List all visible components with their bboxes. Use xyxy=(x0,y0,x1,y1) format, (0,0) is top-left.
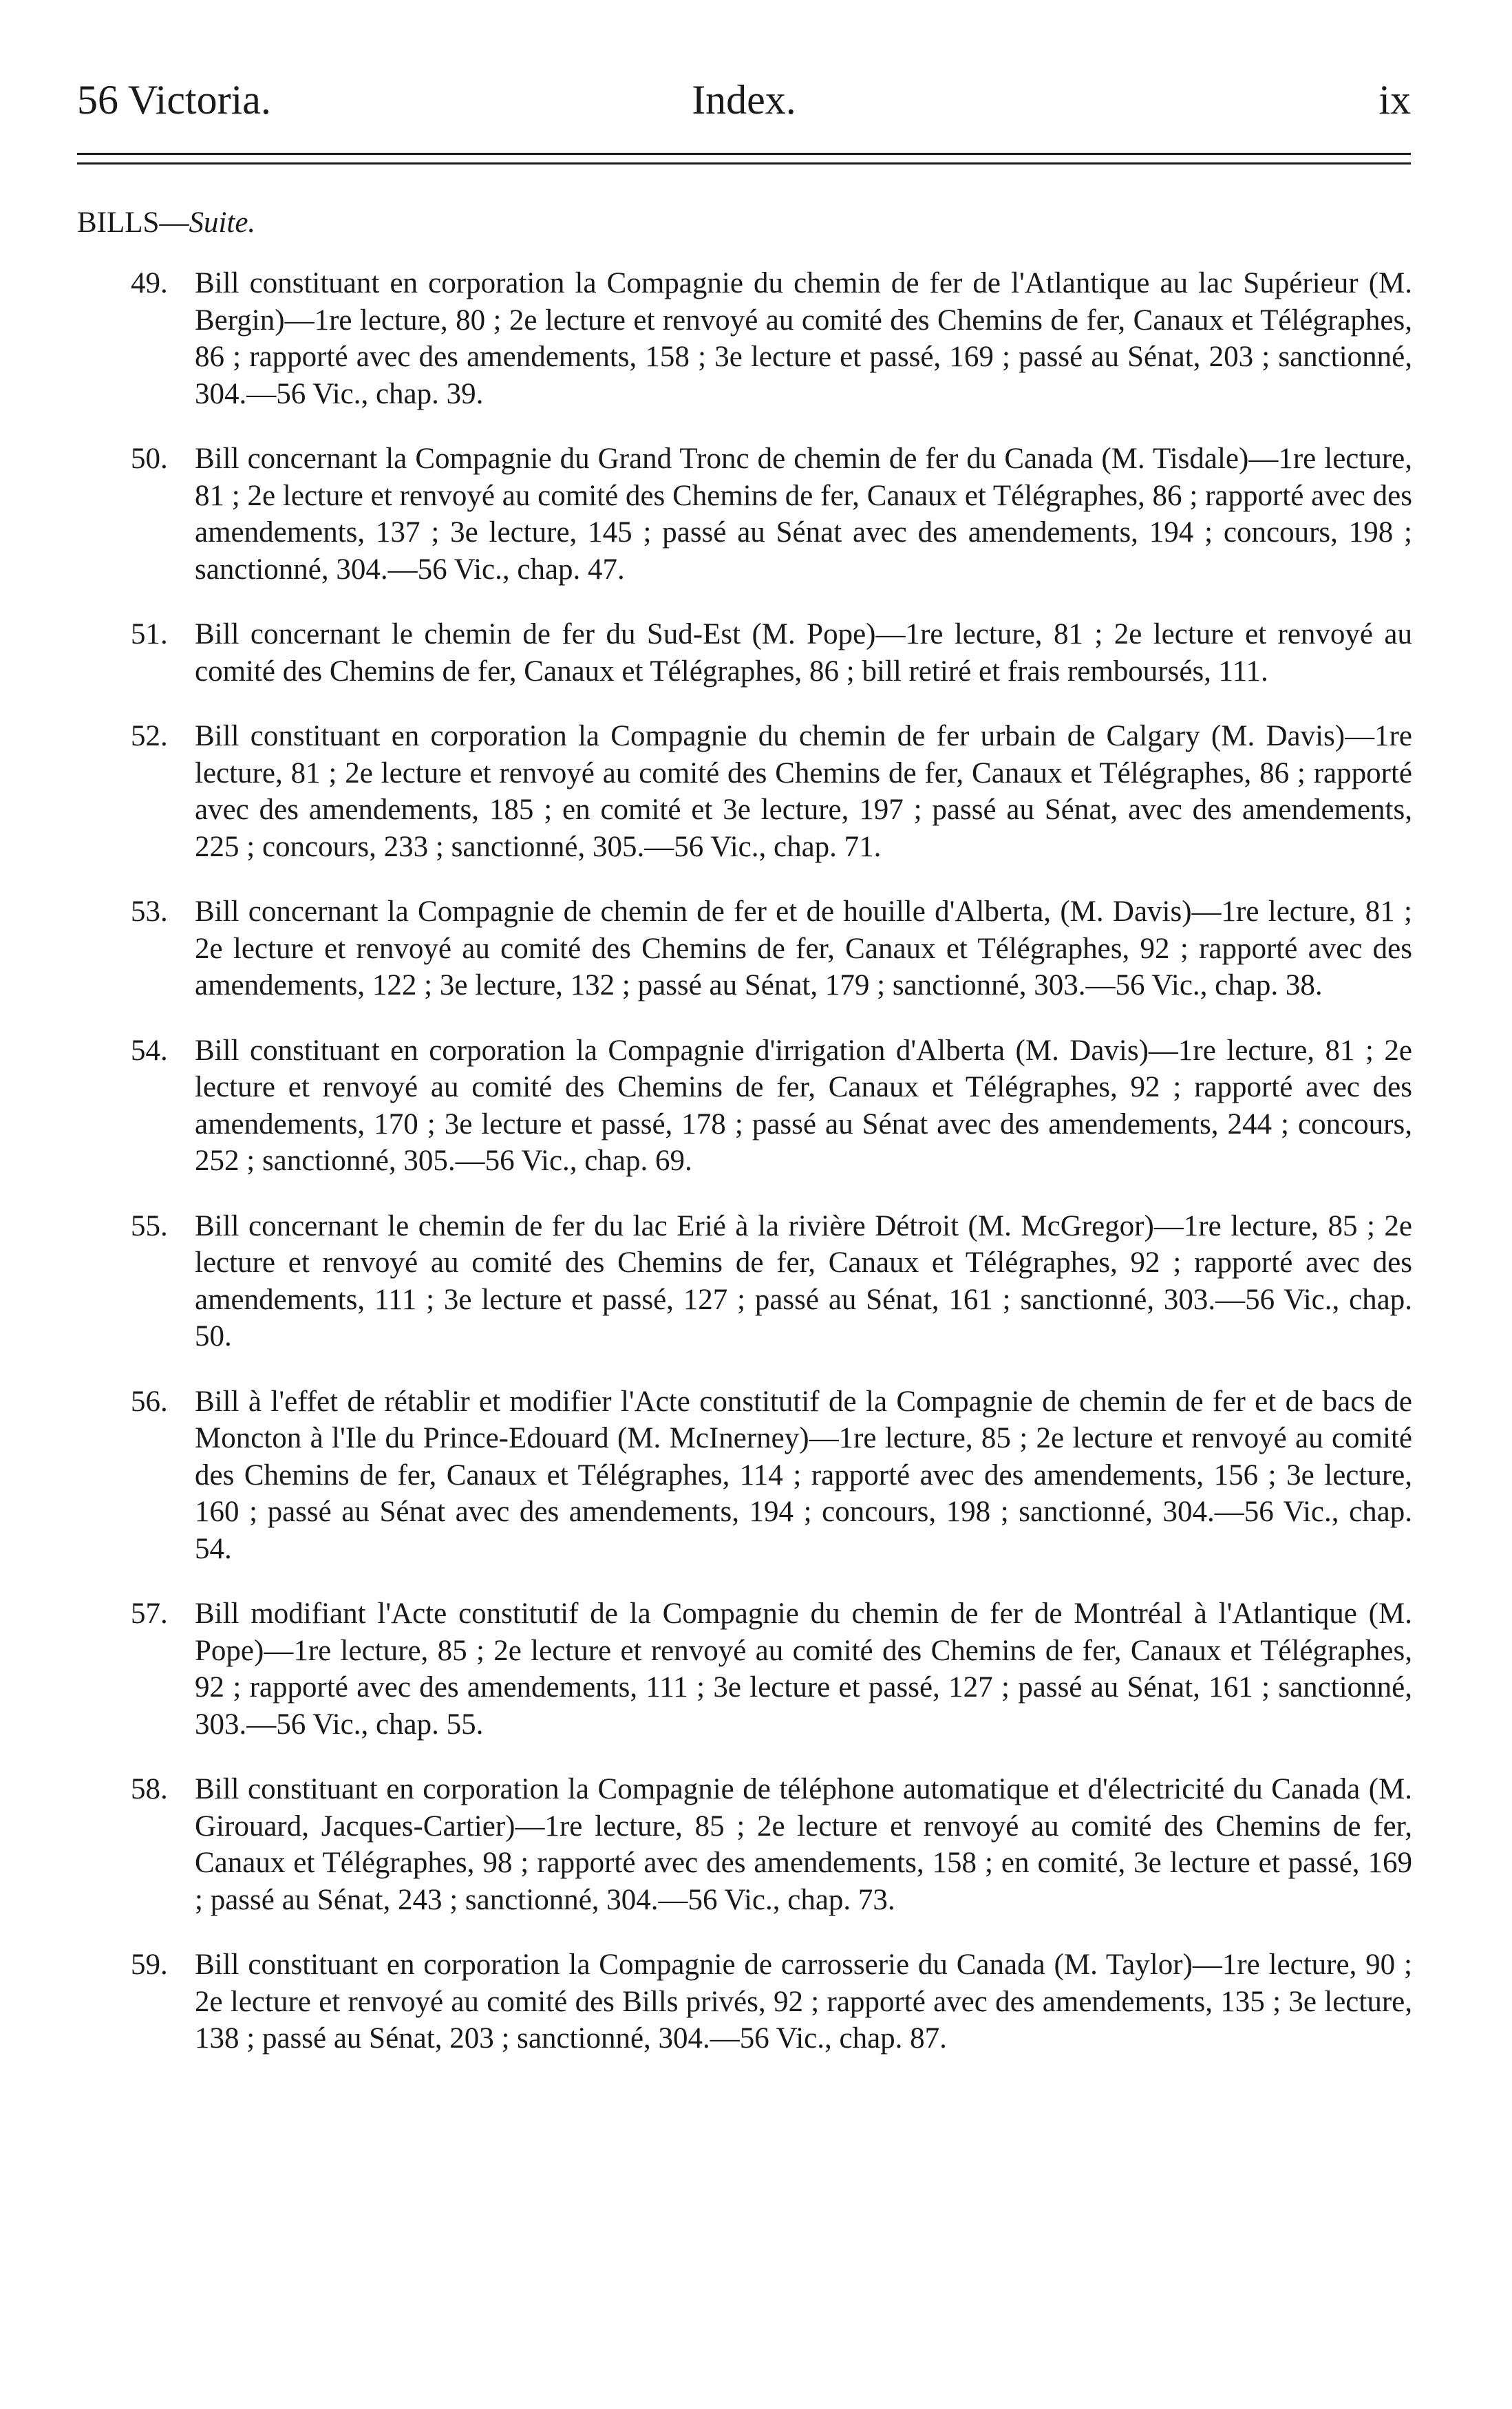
bill-number: 58. xyxy=(131,1773,168,1805)
bill-number: 55. xyxy=(131,1209,168,1242)
bill-entry xyxy=(131,718,1412,865)
bill-entry xyxy=(131,1946,1412,2057)
bill-text: Bill concernant le chemin de fer du lac Erié à la rivière Détroit (M. McGregor)—1re lecture, 85 ; 2e lecture et renvoyé au comité des Chemins de fer, Canaux et Télégraphes, 92 ; rapporté avec des amendements, 111 ; 3e lecture et passé, 127 ; passé au Sénat, 161 ; sanctionné, 303.—56 Vic., chap. 50. xyxy=(195,1209,1412,1352)
bill-number: 51. xyxy=(131,618,168,650)
bill-text: Bill modifiant l'Acte constitutif de la Compagnie du chemin de fer de Montréal à l'Atlantique (M. Pope)—1re lecture, 85 ; 2e lecture et renvoyé au comité des Chemins de fer, Canaux et Télégraphes, 92 ; rapporté avec des amendements, 111 ; 3e lecture et passé, 127 ; passé au Sénat, 161 ; sanctionné, 303.—56 Vic., chap. 55. xyxy=(195,1598,1412,1741)
bill-text: Bill constituant en corporation la Compagnie d'irrigation d'Alberta (M. Davis)—1re lecture, 81 ; 2e lecture et renvoyé au comité des Chemins de fer, Canaux et Télégraphes, 92 ; rapporté avec des amendements, 170 ; 3e lecture et passé, 178 ; passé au Sénat avec des amendements, 244 ; concours, 252 ; sanctionné, 305.—56 Vic., chap. 69. xyxy=(195,1034,1412,1177)
bill-number: 56. xyxy=(131,1385,168,1418)
section-suffix: Suite. xyxy=(189,206,256,239)
bill-entry xyxy=(131,265,1412,412)
bill-number: 50. xyxy=(131,443,168,475)
volume-label: 56 Victoria. xyxy=(77,77,271,123)
page-header xyxy=(77,69,1411,131)
bill-list xyxy=(131,265,1412,2086)
page-number: ix xyxy=(1378,77,1411,123)
header-rule-top xyxy=(77,153,1411,155)
bill-entry xyxy=(131,1208,1412,1355)
bill-text: Bill constituant en corporation la Compagnie du chemin de fer de l'Atlantique au lac Supérieur (M. Bergin)—1re lecture, 80 ; 2e lecture et renvoyé au comité des Chemins de fer, Canaux et Télégraphes, 86 ; rapporté avec des amendements, 158 ; 3e lecture et passé, 169 ; passé au Sénat, 203 ; sanctionné, 304.—56 Vic., chap. 39. xyxy=(195,267,1412,410)
bill-number: 49. xyxy=(131,267,168,299)
bill-entry xyxy=(131,441,1412,588)
bill-text: Bill concernant le chemin de fer du Sud-Est (M. Pope)—1re lecture, 81 ; 2e lecture et renvoyé au comité des Chemins de fer, Canaux et Télégraphes, 86 ; bill retiré et frais remboursés, 111. xyxy=(195,618,1412,688)
bill-text: Bill concernant la Compagnie de chemin de fer et de houille d'Alberta, (M. Davis)—1re lecture, 81 ; 2e lecture et renvoyé au comité des Chemins de fer, Canaux et Télégraphes, 92 ; rapporté avec des amendements, 122 ; 3e lecture, 132 ; passé au Sénat, 179 ; sanctionné, 303.—56 Vic., chap. 38. xyxy=(195,895,1412,1001)
bill-entry xyxy=(131,1032,1412,1180)
bill-number: 53. xyxy=(131,895,168,928)
bill-text: Bill à l'effet de rétablir et modifier l'Acte constitutif de la Compagnie de chemin de fer et de bacs de Moncton à l'Ile du Prince-Edouard (M. McInerney)—1re lecture, 85 ; 2e lecture et renvoyé au comité des Chemins de fer, Canaux et Télégraphes, 114 ; rapporté avec des amendements, 156 ; 3e lecture, 160 ; passé au Sénat avec des amendements, 194 ; concours, 198 ; sanctionné, 304.—56 Vic., chap. 54. xyxy=(195,1385,1412,1565)
section-title: BILLS xyxy=(77,206,160,239)
bill-number: 54. xyxy=(131,1034,168,1067)
bill-text: Bill constituant en corporation la Compagnie du chemin de fer urbain de Calgary (M. Davis)—1re lecture, 81 ; 2e lecture et renvoyé au comité des Chemins de fer, Canaux et Télégraphes, 86 ; rapporté avec des amendements, 185 ; en comité et 3e lecture, 197 ; passé au Sénat, avec des amendements, 225 ; concours, 233 ; sanctionné, 305.—56 Vic., chap. 71. xyxy=(195,720,1412,863)
bill-entry xyxy=(131,616,1412,690)
bill-entry xyxy=(131,1595,1412,1743)
bill-text: Bill constituant en corporation la Compagnie de téléphone automatique et d'électricité du Canada (M. Girouard, Jacques-Cartier)—1re lecture, 85 ; 2e lecture et renvoyé au comité des Chemins de fer, Canaux et Télégraphes, 98 ; rapporté avec des amendements, 158 ; en comité, 3e lecture et passé, 169 ; passé au Sénat, 243 ; sanctionné, 304.—56 Vic., chap. 73. xyxy=(195,1773,1412,1916)
bill-entry xyxy=(131,1771,1412,1918)
bill-number: 59. xyxy=(131,1949,168,1981)
section-heading: BILLS—Suite. xyxy=(77,206,256,239)
bill-text: Bill constituant en corporation la Compagnie de carrosserie du Canada (M. Taylor)—1re lecture, 90 ; 2e lecture et renvoyé au comité des Bills privés, 92 ; rapporté avec des amendements, 135 ; 3e lecture, 138 ; passé au Sénat, 203 ; sanctionné, 304.—56 Vic., chap. 87. xyxy=(195,1949,1412,2055)
bill-number: 57. xyxy=(131,1598,168,1630)
bill-text: Bill concernant la Compagnie du Grand Tronc de chemin de fer du Canada (M. Tisdale)—1re lecture, 81 ; 2e lecture et renvoyé au comité des Chemins de fer, Canaux et Télégraphes, 86 ; rapporté avec des amendements, 137 ; 3e lecture, 145 ; passé au Sénat avec des amendements, 194 ; concours, 198 ; sanctionné, 304.—56 Vic., chap. 47. xyxy=(195,443,1412,586)
header-rule-bottom xyxy=(77,162,1411,165)
bill-entry xyxy=(131,893,1412,1004)
bill-entry xyxy=(131,1383,1412,1568)
bill-number: 52. xyxy=(131,720,168,752)
page-title: Index. xyxy=(692,77,796,123)
